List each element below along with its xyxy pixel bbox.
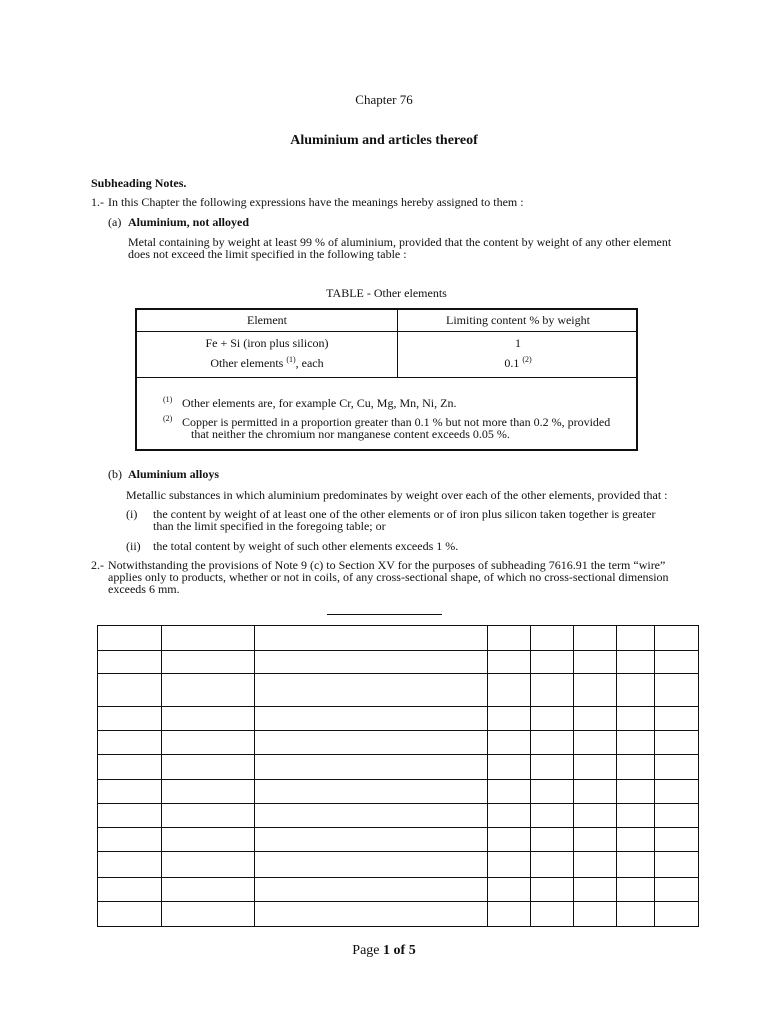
note1b-i-label: (i) — [126, 507, 138, 521]
row2-element-footnote-ref: (1) — [286, 355, 296, 364]
table-cell — [531, 779, 574, 803]
table-cell — [161, 730, 254, 754]
table-cell — [617, 626, 655, 651]
footnote2-mark: (2) — [163, 414, 173, 423]
table-cell — [254, 804, 488, 828]
table-cell — [655, 852, 699, 877]
table-cell — [617, 754, 655, 779]
row2-value-footnote-ref: (2) — [522, 355, 532, 364]
note1b-ii-label: (ii) — [126, 539, 141, 553]
table-cell — [98, 754, 162, 779]
table-footnote-divider — [137, 377, 636, 378]
note1b-i-line1: the content by weight of at least one of the other elements or of iron plus silicon taken together is greater — [153, 507, 656, 521]
chapter-label: Chapter 76 — [355, 92, 413, 107]
table-cell — [488, 754, 531, 779]
row1-element: Fe + Si (iron plus silicon) — [205, 336, 329, 350]
table-cell — [655, 674, 699, 706]
note2-number: 2.- — [91, 558, 104, 572]
table-cell — [488, 674, 531, 706]
table-cell — [98, 674, 162, 706]
note1b-label: (b) — [108, 467, 122, 481]
table-cell — [161, 804, 254, 828]
table-cell — [617, 828, 655, 852]
table-cell — [655, 651, 699, 674]
table-row — [98, 779, 699, 803]
col-header-limiting-content: Limiting content % by weight — [446, 313, 590, 327]
table-cell — [617, 804, 655, 828]
note1b-ii-text: the total content by weight of such other elements exceeds 1 %. — [153, 539, 459, 553]
table-cell — [574, 706, 617, 730]
table-cell — [98, 804, 162, 828]
table-cell — [574, 804, 617, 828]
table-cell — [254, 828, 488, 852]
table-cell — [98, 730, 162, 754]
table-cell — [254, 877, 488, 901]
table-cell — [655, 877, 699, 901]
table-cell — [531, 706, 574, 730]
table-cell — [655, 706, 699, 730]
table-cell — [531, 877, 574, 901]
table-cell — [617, 651, 655, 674]
row2-value-text: 0.1 — [504, 356, 520, 370]
table-row — [98, 730, 699, 754]
table-cell — [531, 804, 574, 828]
table-cell — [574, 730, 617, 754]
row2-element — [137, 356, 397, 371]
total-pages: 5 — [408, 943, 416, 958]
table-row — [98, 828, 699, 852]
table-cell — [617, 779, 655, 803]
note1b-text: Metallic substances in which aluminium predominates by weight over each of the other elements, provided that : — [126, 488, 668, 502]
table-row — [98, 877, 699, 901]
table-cell — [98, 651, 162, 674]
note1a-heading: Aluminium, not alloyed — [128, 215, 250, 229]
table-cell — [98, 828, 162, 852]
table-caption: TABLE - Other elements — [326, 286, 447, 300]
footnote1-text: Other elements are, for example Cr, Cu, Mg, Mn, Ni, Zn. — [182, 396, 457, 410]
table-cell — [574, 852, 617, 877]
table-cell — [574, 674, 617, 706]
table-cell — [655, 804, 699, 828]
footnote2-line2: that neither the chromium nor manganese content exceeds 0.05 %. — [191, 427, 510, 441]
table-cell — [254, 674, 488, 706]
table-cell — [161, 674, 254, 706]
footnote1-mark: (1) — [163, 395, 173, 404]
table-cell — [531, 852, 574, 877]
table-cell — [98, 901, 162, 926]
table-cell — [488, 651, 531, 674]
row2-value — [398, 356, 638, 371]
table-cell — [655, 828, 699, 852]
section-separator — [327, 614, 442, 615]
col-header-element: Element — [247, 313, 287, 327]
table-cell — [254, 901, 488, 926]
note2-line1: Notwithstanding the provisions of Note 9 (c) to Section XV for the purposes of subheading 7616.91 the term “wire” — [108, 558, 666, 572]
table-cell — [531, 828, 574, 852]
note1a-text-line1: Metal containing by weight at least 99 % of aluminium, provided that the content by weight of any other element — [128, 235, 672, 249]
table-cell — [488, 852, 531, 877]
table-cell — [574, 828, 617, 852]
table-cell — [98, 626, 162, 651]
table-cell — [161, 901, 254, 926]
page-word: Page — [352, 943, 380, 958]
table-cell — [254, 754, 488, 779]
table-cell — [488, 779, 531, 803]
page-title: Aluminium and articles thereof — [290, 133, 478, 148]
note1-text: In this Chapter the following expressions have the meanings hereby assigned to them : — [108, 195, 524, 209]
table-cell — [488, 901, 531, 926]
table-row — [98, 651, 699, 674]
current-page: 1 — [383, 943, 391, 958]
table-cell — [617, 730, 655, 754]
table-cell — [161, 828, 254, 852]
table-cell — [254, 626, 488, 651]
table-row — [98, 852, 699, 877]
note2-line3: exceeds 6 mm. — [108, 582, 180, 596]
table-row — [98, 804, 699, 828]
table-row — [98, 706, 699, 730]
table-cell — [488, 828, 531, 852]
table-cell — [488, 730, 531, 754]
table-cell — [488, 626, 531, 651]
table-cell — [655, 626, 699, 651]
of-word: of — [393, 943, 406, 958]
note1-number: 1.- — [91, 195, 104, 209]
note1a-label: (a) — [108, 215, 122, 229]
table-cell — [531, 730, 574, 754]
table-cell — [531, 901, 574, 926]
table-cell — [161, 754, 254, 779]
table-cell — [574, 626, 617, 651]
note1b-heading: Aluminium alloys — [128, 467, 220, 481]
table-cell — [488, 804, 531, 828]
table-cell — [254, 779, 488, 803]
table-cell — [488, 877, 531, 901]
page-number-footer — [0, 943, 768, 959]
table-cell — [655, 754, 699, 779]
table-cell — [161, 877, 254, 901]
table-cell — [254, 730, 488, 754]
table-cell — [98, 877, 162, 901]
row2-element-suffix: , each — [295, 356, 324, 370]
note2-line2: applies only to products, whether or not in coils, of any cross-sectional shape, of which no cross-sectional dimension — [108, 570, 669, 584]
table-cell — [98, 706, 162, 730]
table-cell — [531, 674, 574, 706]
table-cell — [531, 651, 574, 674]
table-cell — [574, 779, 617, 803]
table-row — [98, 626, 699, 651]
row1-value: 1 — [515, 336, 521, 350]
table-cell — [617, 877, 655, 901]
note1b-i-line2: than the limit specified in the foregoing table; or — [153, 519, 386, 533]
table-cell — [254, 852, 488, 877]
table-cell — [531, 626, 574, 651]
table-cell — [98, 852, 162, 877]
table-cell — [254, 651, 488, 674]
note1a-text-line2: does not exceed the limit specified in the following table : — [128, 247, 407, 261]
footnote2-line1: Copper is permitted in a proportion greater than 0.1 % but not more than 0.2 %, provided — [182, 415, 611, 429]
table-row — [98, 674, 699, 706]
table-cell — [617, 852, 655, 877]
table-cell — [574, 651, 617, 674]
table-cell — [617, 674, 655, 706]
table-cell — [574, 901, 617, 926]
table-cell — [655, 730, 699, 754]
table-cell — [161, 651, 254, 674]
table-cell — [161, 852, 254, 877]
table-cell — [161, 626, 254, 651]
other-elements-table — [135, 308, 638, 451]
table-cell — [531, 754, 574, 779]
table-cell — [574, 754, 617, 779]
table-cell — [655, 779, 699, 803]
table-cell — [617, 901, 655, 926]
subheading-notes-heading: Subheading Notes. — [91, 176, 187, 190]
row2-element-text: Other elements — [210, 356, 284, 370]
table-cell — [254, 706, 488, 730]
blank-tariff-table — [97, 625, 699, 927]
table-cell — [574, 877, 617, 901]
table-cell — [617, 706, 655, 730]
table-cell — [161, 706, 254, 730]
table-row — [98, 754, 699, 779]
table-row — [98, 901, 699, 926]
table-cell — [161, 779, 254, 803]
table-cell — [98, 779, 162, 803]
table-cell — [488, 706, 531, 730]
table-cell — [655, 901, 699, 926]
blank-table-body — [98, 626, 699, 927]
